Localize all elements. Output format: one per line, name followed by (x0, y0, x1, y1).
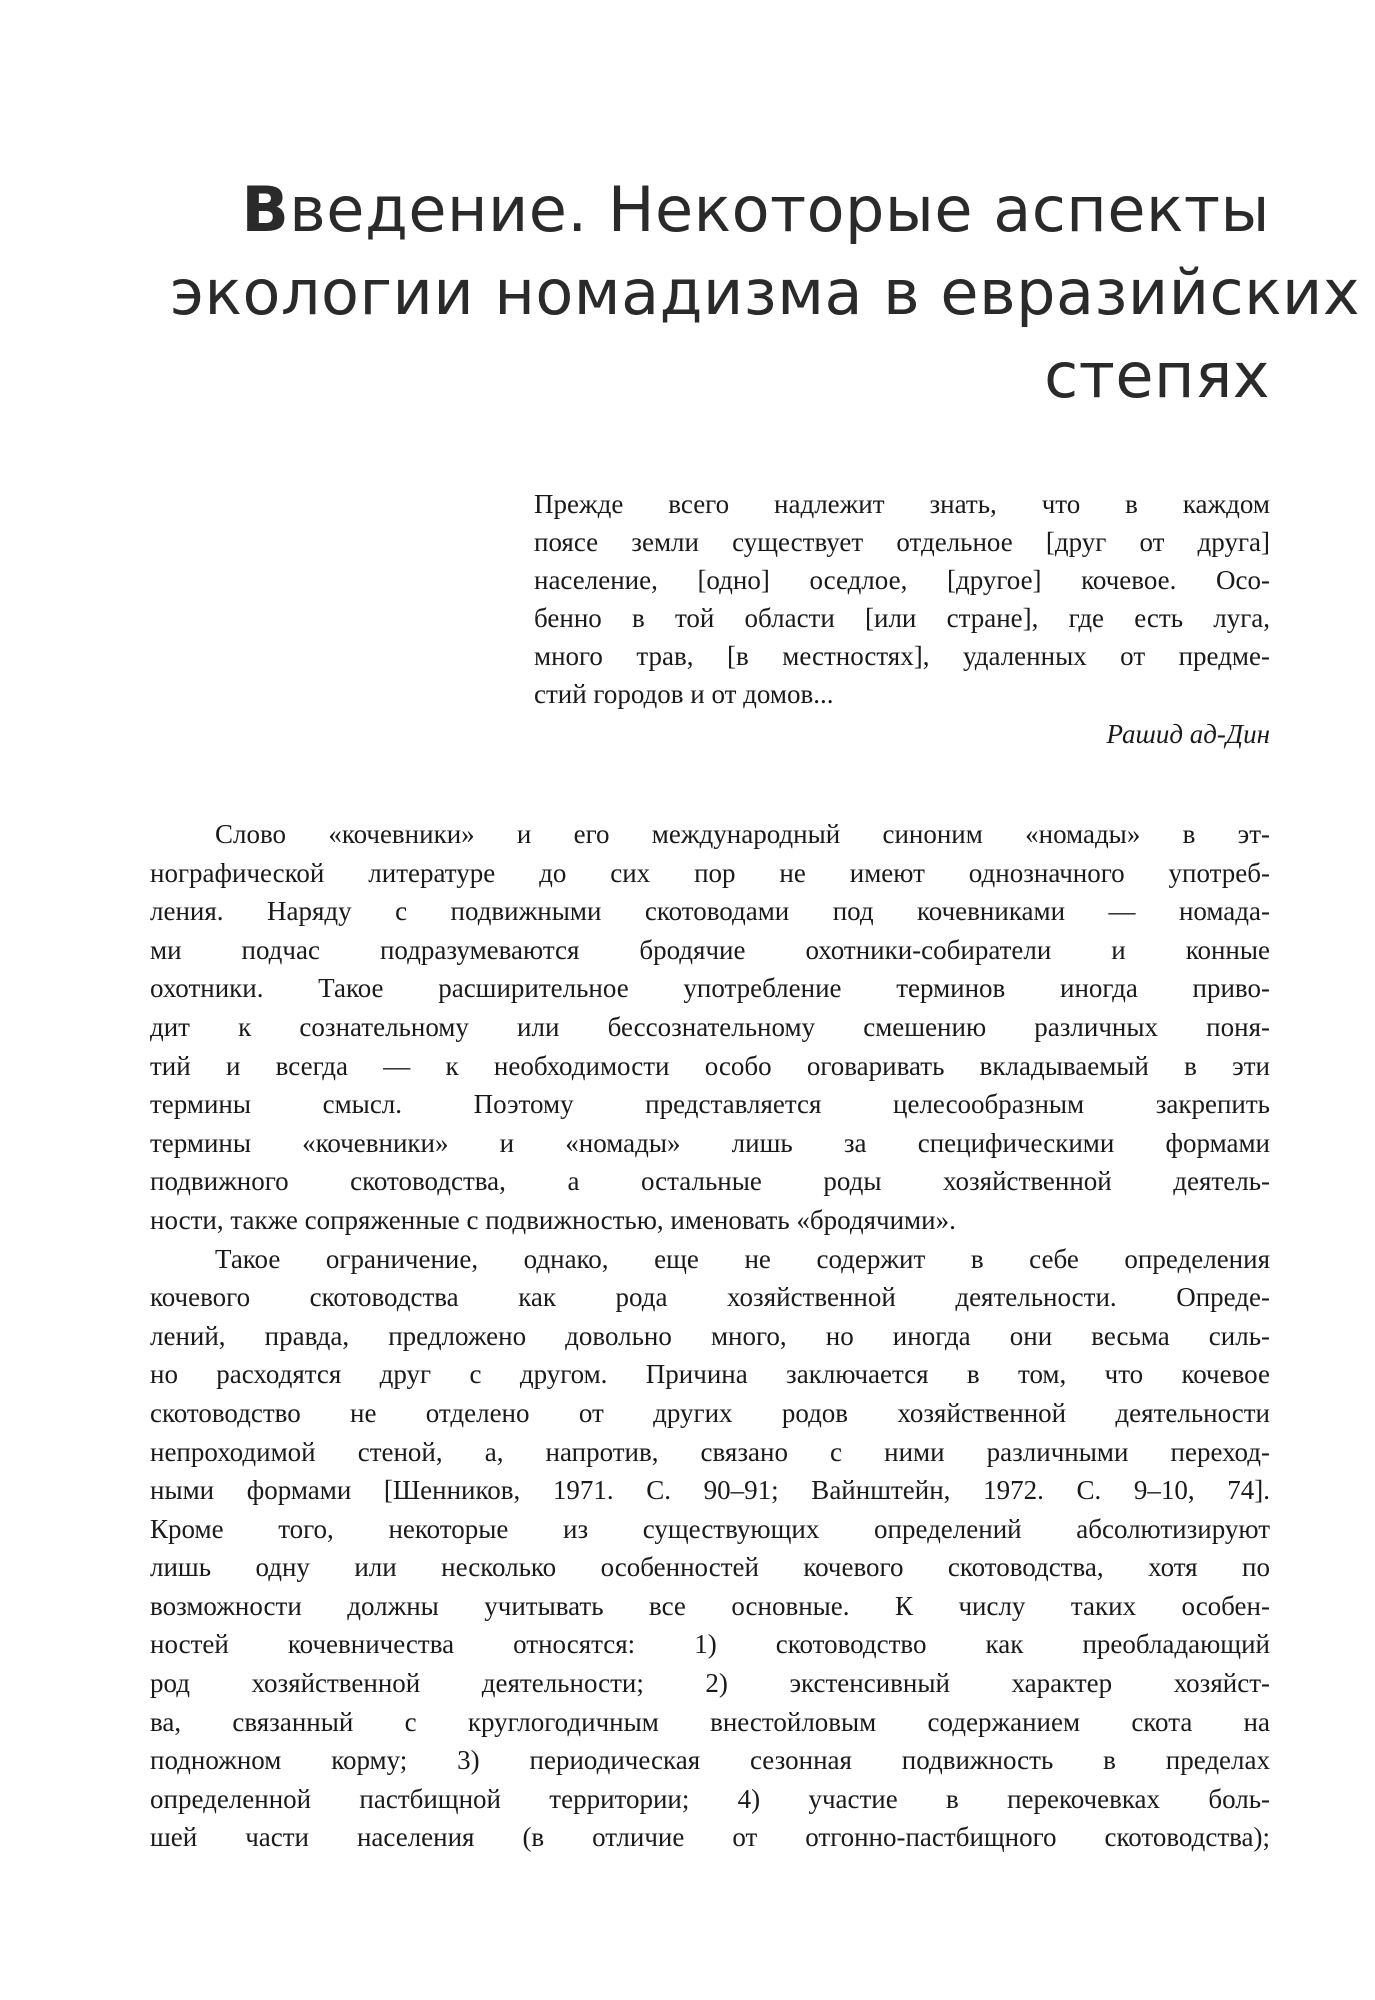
text-line: непроходимой стеной, а, напротив, связано с ними различными переход- (150, 1436, 1270, 1467)
text-line: подножном корму; 3) периодическая сезонная подвижность в пределах (150, 1745, 1270, 1776)
text-line: ления. Наряду с подвижными скотоводами под кочевниками — номада- (150, 896, 1270, 927)
text-line: ности, также сопряженные с подвижностью, именовать «бродячими». (150, 1204, 956, 1235)
text-line: лений, правда, предложено довольно много, но иногда они весьма силь- (150, 1320, 1270, 1351)
chapter-title (170, 168, 1361, 417)
text-line: нографической литературе до сих пор не имеют однозначного употреб- (150, 857, 1270, 888)
body-text (150, 815, 1270, 1857)
text-line: шей части населения (в отличие от отгонно-пастбищного скотоводства); (150, 1822, 1270, 1853)
text-line: определенной пастбищной территории; 4) участие в перекочевках боль- (150, 1783, 1270, 1814)
chapter-title-line: Введение. Некоторые аспекты (241, 173, 1270, 246)
epigraph-line: много трав, [в местностях], удаленных от предме- (534, 641, 1270, 671)
text-line: ми подчас подразумеваются бродячие охотники-собиратели и конные (150, 934, 1270, 965)
text-line: дит к сознательному или бессознательному смешению различных поня- (150, 1011, 1270, 1042)
text-line: но расходятся друг с другом. Причина заключается в том, что кочевое (150, 1359, 1270, 1390)
text-line: скотоводство не отделено от других родов хозяйственной деятельности (150, 1397, 1270, 1428)
text-line: кочевого скотоводства как рода хозяйственной деятельности. Опреде- (150, 1282, 1270, 1313)
epigraph-line: бенно в той области [или стране], где есть луга, (534, 603, 1270, 633)
text-line: охотники. Такое расширительное употребление терминов иногда приво- (150, 973, 1270, 1004)
text-line: род хозяйственной деятельности; 2) экстенсивный характер хозяйст- (150, 1668, 1270, 1699)
text-line: ностей кочевничества относятся: 1) скотоводство как преобладающий (150, 1629, 1270, 1660)
chapter-title-line: степях (1044, 339, 1270, 412)
text-line: Слово «кочевники» и его международный синоним «номады» в эт- (215, 819, 1270, 849)
epigraph-line: население, [одно] оседлое, [другое] кочевое. Осо- (534, 565, 1270, 595)
epigraph-author: Рашид ад-Дин (1106, 719, 1270, 749)
chapter-title-line: экологии номадизма в евразийских (170, 256, 1361, 329)
epigraph-line: стий городов и от домов... (534, 679, 834, 709)
text-line: лишь одну или несколько особенностей кочевого скотоводства, хотя по (150, 1552, 1270, 1583)
paragraph (150, 815, 1270, 1240)
text-line: Такое ограничение, однако, еще не содержит в себе определения (215, 1243, 1270, 1274)
epigraph (534, 485, 1270, 753)
text-line: подвижного скотоводства, а остальные роды хозяйственной деятель- (150, 1166, 1270, 1197)
text-line: ва, связанный с круглогодичным внестойловым содержанием скота на (150, 1706, 1270, 1737)
text-line: тий и всегда — к необходимости особо оговаривать вкладываемый в эти (150, 1050, 1270, 1081)
text-line: возможности должны учитывать все основные. К числу таких особен- (150, 1590, 1270, 1621)
text-line: ными формами [Шенников, 1971. С. 90–91; Вайнштейн, 1972. С. 9–10, 74]. (150, 1475, 1270, 1506)
text-line: Кроме того, некоторые из существующих определений абсолютизируют (150, 1513, 1270, 1544)
epigraph-line: поясе земли существует отдельное [друг от друга] (534, 527, 1270, 557)
paragraph (150, 1240, 1270, 1858)
text-line: термины смысл. Поэтому представляется целесообразным закрепить (150, 1089, 1270, 1120)
text-line: термины «кочевники» и «номады» лишь за специфическими формами (150, 1127, 1270, 1158)
epigraph-line: Прежде всего надлежит знать, что в каждом (534, 489, 1270, 519)
